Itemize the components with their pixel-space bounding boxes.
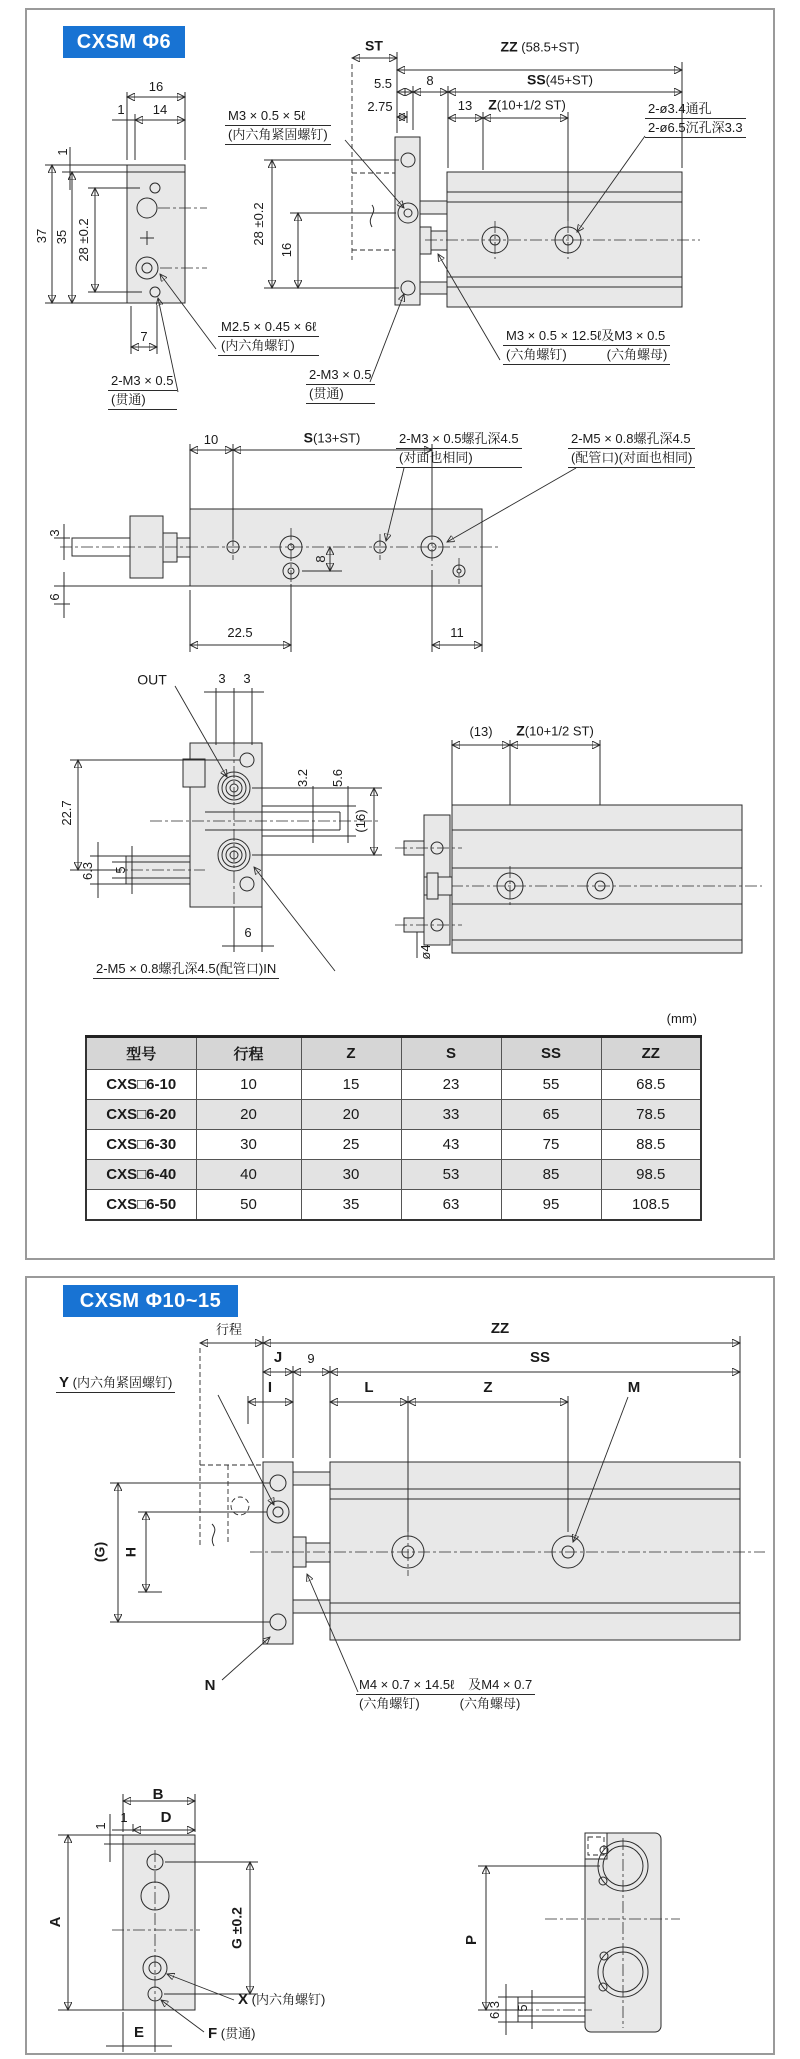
leader-m4-line1 <box>356 1676 535 1695</box>
dim-zz-p2: ZZ <box>490 1319 510 1337</box>
dimension-table <box>85 1035 702 1221</box>
dim-22-5: 22.5 <box>227 624 253 640</box>
cell-model: CXS□6-10 <box>86 1070 196 1100</box>
leader-m4-nut-spec: 及M4 × 0.7 <box>468 1677 533 1692</box>
cell-model: CXS□6-20 <box>86 1100 196 1130</box>
dim-zz <box>501 39 580 54</box>
dim-x-sub: (内六角螺钉) <box>251 1992 326 2007</box>
dim-3-top: 3 <box>46 529 62 537</box>
dim-g-tol: G ±0.2 <box>228 1907 245 1949</box>
leader-m3-set-screw <box>225 107 331 145</box>
dim-a: A <box>46 1916 64 1928</box>
cell: 63 <box>401 1190 501 1221</box>
dim-28-front: 28 ±0.2 <box>75 218 91 262</box>
cell: 95 <box>501 1190 601 1221</box>
dim-p: P <box>462 1934 480 1946</box>
dim-z-p2: Z <box>483 1378 493 1396</box>
table-row <box>86 1190 701 1221</box>
cell: 50 <box>196 1190 301 1221</box>
dim-5-end: 5 <box>112 866 128 874</box>
leader-y-line1 <box>56 1374 175 1393</box>
dim-16: 16 <box>148 78 164 94</box>
cell: 33 <box>401 1100 501 1130</box>
dim-zz-formula: (58.5+ST) <box>521 39 580 55</box>
dim-ss <box>527 72 593 87</box>
dim-8-top: 8 <box>312 555 328 563</box>
unit-note: (mm) <box>666 1011 697 1026</box>
dim-1-left: 1 <box>54 148 70 156</box>
dim-dia4: ø4 <box>417 944 433 960</box>
dim-3a-end: 3 <box>218 670 226 686</box>
top-view <box>54 444 576 652</box>
leader-holes-line1: 2-ø3.4通孔 <box>645 100 746 119</box>
leader-m3-set-line1: M3 × 0.5 × 5ℓ <box>225 107 331 126</box>
dim-d: D <box>160 1808 172 1826</box>
dim-z2-letter: Z <box>516 722 525 739</box>
cell: 20 <box>196 1100 301 1130</box>
dim-i: I <box>267 1378 273 1396</box>
cell: 88.5 <box>601 1130 701 1160</box>
leader-port <box>568 430 695 468</box>
dim-3b-end: 3 <box>243 670 251 686</box>
dim-37: 37 <box>33 228 49 244</box>
dim-1b-p2: 1 <box>92 1822 108 1830</box>
leader-x-screw <box>238 1992 325 2009</box>
leader-m4-screw-sub: (六角螺钉) <box>359 1696 420 1711</box>
cell: 35 <box>301 1190 401 1221</box>
leader-thru-right <box>306 366 375 404</box>
cell: 25 <box>301 1130 401 1160</box>
dim-5-p2: 5 <box>514 2004 530 2012</box>
cell-model: CXS□6-30 <box>86 1130 196 1160</box>
dim-h: H <box>122 1546 139 1558</box>
dim-1-top: 1 <box>117 101 125 117</box>
leader-m4-nut <box>356 1676 535 1713</box>
dim-8-side: 8 <box>426 72 434 88</box>
dim-z <box>488 97 566 112</box>
leader-tap-line2: (对面也相同) <box>396 449 522 468</box>
leader-m4-line2 <box>356 1695 535 1713</box>
dim-zz-letter: ZZ <box>500 38 518 55</box>
dim-9: 9 <box>307 1350 315 1366</box>
table-row <box>86 1160 701 1190</box>
dim-n: N <box>204 1676 216 1694</box>
col-header-z: Z <box>301 1037 401 1070</box>
col-header-model: 型号 <box>86 1037 196 1070</box>
cell: 55 <box>501 1070 601 1100</box>
cell: 75 <box>501 1130 601 1160</box>
cell: 43 <box>401 1130 501 1160</box>
dim-m: M <box>627 1378 641 1396</box>
table-row <box>86 1130 701 1160</box>
dim-1a-p2: 1 <box>120 1809 128 1825</box>
cell: 108.5 <box>601 1190 701 1221</box>
p2-side-view <box>478 1833 680 2035</box>
cell: 78.5 <box>601 1100 701 1130</box>
dim-z-letter: Z <box>488 96 497 113</box>
cell: 20 <box>301 1100 401 1130</box>
dim-stroke: 行程 <box>215 1321 243 1337</box>
leader-m25-screw <box>218 318 319 356</box>
dim-6-top: 6 <box>46 593 62 601</box>
cell: 30 <box>196 1130 301 1160</box>
col-header-s: S <box>401 1037 501 1070</box>
dim-22-7: 22.7 <box>58 800 74 826</box>
cell: 85 <box>501 1160 601 1190</box>
leader-hex-nut-line1: M3 × 0.5 × 12.5ℓ及M3 × 0.5 <box>503 327 670 346</box>
cell-model: CXS□6-50 <box>86 1190 196 1221</box>
dim-35: 35 <box>53 229 69 245</box>
cell: 30 <box>301 1160 401 1190</box>
dim-3-2: 3.2 <box>294 768 310 788</box>
dim-z2 <box>516 723 594 738</box>
table-row <box>86 1100 701 1130</box>
dim-2-75: 2.75 <box>367 98 393 114</box>
leader-thru-left <box>108 372 177 410</box>
leader-hex-nut <box>503 327 670 365</box>
dim-14: 14 <box>152 101 168 117</box>
dim-16-paren: (16) <box>352 809 368 833</box>
title-badge-cxsm10-15 <box>63 1285 238 1317</box>
dim-13: 13 <box>457 97 473 113</box>
cell: 65 <box>501 1100 601 1130</box>
leader-tap-line1: 2-M3 × 0.5螺孔深4.5 <box>396 430 522 449</box>
leader-hex-nut-line2 <box>503 346 670 365</box>
dim-st: ST <box>365 37 383 54</box>
leader-m4-screw-spec: M4 × 0.7 × 14.5ℓ <box>359 1677 455 1692</box>
dim-11: 11 <box>450 624 464 640</box>
dim-z-formula: (10+1/2 ST) <box>496 97 566 113</box>
leader-in-port <box>93 960 279 979</box>
title-cxsm6: CXSM Φ6 <box>76 30 172 53</box>
cell: 15 <box>301 1070 401 1100</box>
title-cxsm10-15: CXSM Φ10~15 <box>79 1289 222 1312</box>
dim-ss-p2: SS <box>529 1348 551 1366</box>
leader-m25-line2: (内六角螺钉) <box>218 337 319 356</box>
table-row <box>86 1070 701 1100</box>
dim-13-paren: (13) <box>469 723 493 739</box>
dim-ss-letter: SS <box>526 71 546 88</box>
end-view <box>70 686 382 971</box>
leader-m4-nut-sub: (六角螺母) <box>459 1696 521 1711</box>
front-view <box>45 92 216 392</box>
leader-hex-nut-sub: (六角螺母) <box>606 347 668 362</box>
leader-hex-screw-sub: (六角螺钉) <box>506 347 567 362</box>
dim-l: L <box>364 1378 374 1396</box>
label-out-port: OUT <box>137 671 167 688</box>
dim-16-side: 16 <box>278 242 294 258</box>
dim-7: 7 <box>140 328 148 344</box>
leader-y-set-screw <box>56 1374 175 1393</box>
dim-g-paren: (G) <box>91 1541 108 1563</box>
side-view-2 <box>395 740 762 958</box>
dim-j: J <box>273 1348 283 1366</box>
col-header-ss: SS <box>501 1037 601 1070</box>
dim-y-sub: (内六角紧固螺钉) <box>72 1375 173 1390</box>
p2-main-view <box>110 1336 765 1692</box>
leader-in-port-line1: 2-M5 × 0.8螺孔深4.5(配管口)IN <box>93 960 279 979</box>
dim-f-letter: F <box>208 2025 218 2042</box>
dim-z2-formula: (10+1/2 ST) <box>524 723 594 739</box>
leader-port-line2: (配管口)(对面也相同) <box>568 449 695 468</box>
leader-m25-line1: M2.5 × 0.45 × 6ℓ <box>218 318 319 337</box>
dim-s-letter: S <box>303 429 314 446</box>
dim-f-sub: (贯通) <box>220 2026 256 2041</box>
leader-f-thru <box>208 2026 255 2043</box>
cell: 53 <box>401 1160 501 1190</box>
leader-thru-left-line1: 2-M3 × 0.5 <box>108 372 177 391</box>
cell: 10 <box>196 1070 301 1100</box>
dim-s <box>304 430 361 445</box>
leader-port-line1: 2-M5 × 0.8螺孔深4.5 <box>568 430 695 449</box>
leader-thru-right-line2: (贯通) <box>306 385 375 404</box>
dim-5-5: 5.5 <box>373 75 393 91</box>
leader-thru-left-line2: (贯通) <box>108 391 177 410</box>
dim-6-end: 6 <box>244 924 252 940</box>
dim-6-3-end: 6.3 <box>79 861 95 881</box>
dim-b: B <box>152 1785 164 1803</box>
dim-y-letter: Y <box>59 1374 70 1391</box>
cell: 40 <box>196 1160 301 1190</box>
dim-5-6: 5.6 <box>329 768 345 788</box>
title-badge-cxsm6 <box>63 26 185 58</box>
cell: 23 <box>401 1070 501 1100</box>
cell: 98.5 <box>601 1160 701 1190</box>
dim-s-formula: (13+ST) <box>313 430 361 446</box>
col-header-zz: ZZ <box>601 1037 701 1070</box>
leader-thru-right-line1: 2-M3 × 0.5 <box>306 366 375 385</box>
table-header-row <box>86 1037 701 1070</box>
leader-tap <box>396 430 522 468</box>
leader-holes-line2: 2-ø6.5沉孔深3.3 <box>645 119 746 138</box>
dim-ss-formula: (45+ST) <box>545 72 594 88</box>
dim-x-letter: X <box>238 1991 249 2008</box>
leader-m3-set-line2: (内六角紧固螺钉) <box>225 126 331 145</box>
dim-28-side: 28 ±0.2 <box>250 202 266 246</box>
dim-6-3-p2: 6.3 <box>486 2000 502 2020</box>
col-header-stroke: 行程 <box>196 1037 301 1070</box>
cell-model: CXS□6-40 <box>86 1160 196 1190</box>
dim-e: E <box>133 2023 145 2041</box>
leader-holes <box>645 100 746 138</box>
dim-10: 10 <box>203 431 219 447</box>
cell: 68.5 <box>601 1070 701 1100</box>
